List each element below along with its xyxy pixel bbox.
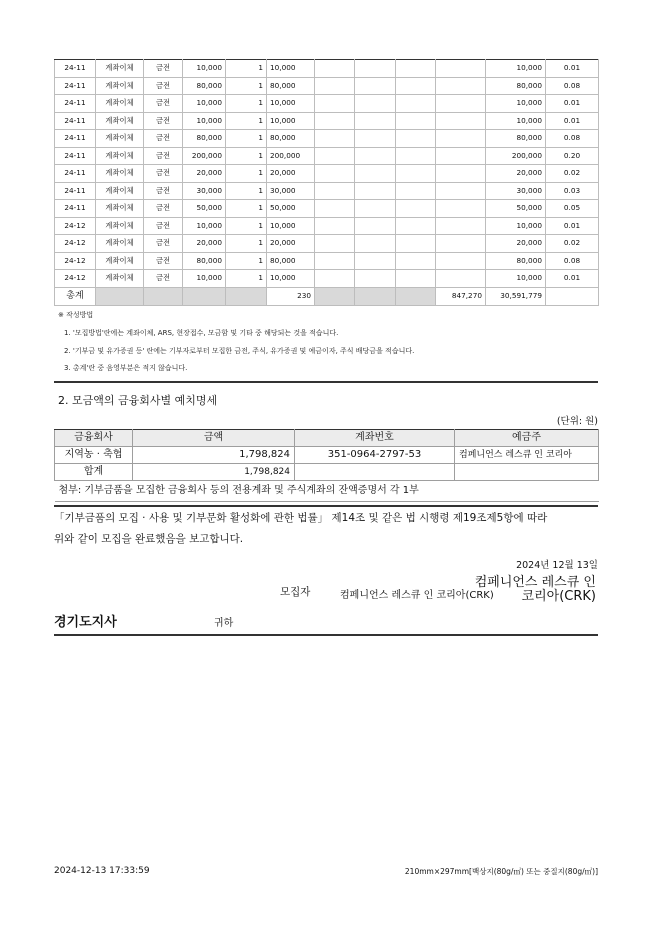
method-cell: 계좌이체 [96,217,144,235]
attachment-note: 첨부: 기부금품을 모집한 금융회사 등의 전용계좌 및 주식계좌의 잔액증명서 각 1부 [55,481,599,502]
table-row [55,217,599,235]
table-row [55,77,599,95]
seal-line: 컴페니언스 레스큐 인 [474,575,596,590]
total-cell: 10,000 [486,270,546,288]
amount-cell: 30,000 [183,182,226,200]
empty-cell [436,217,486,235]
empty-cell [396,235,436,253]
table-row [55,147,599,165]
subtotal-cell: 50,000 [267,200,315,218]
total-cell: 10,000 [486,112,546,130]
count-cell: 1 [226,130,267,148]
count-cell: 1 [226,270,267,288]
report-text-line2: 위와 같이 모집을 완료했음을 보고합니다. [54,533,244,545]
table-row [55,252,599,270]
empty-cell [315,95,355,113]
empty-cell [396,200,436,218]
note-item: 1. '모집방법'란에는 계좌이체, ARS, 현장접수, 모금함 및 기타 중 해당되는 것을 적습니다. [64,329,339,337]
type-cell: 금전 [144,200,183,218]
bank-name: 지역농 · 축협 [55,447,133,464]
method-cell: 계좌이체 [96,77,144,95]
empty-cell [315,112,355,130]
account-number: 351-0964-2797-53 [295,447,455,464]
empty-cell [396,130,436,148]
report-date: 2024년 12월 13일 [516,560,598,571]
subtotal-cell: 200,000 [267,147,315,165]
empty-cell [396,77,436,95]
month-cell: 24-11 [55,182,96,200]
total-row [55,287,599,305]
ratio-cell: 0.05 [546,200,599,218]
empty-cell [396,270,436,288]
empty-cell [355,235,396,253]
unit-label: (단위: 원) [556,416,598,427]
month-cell: 24-11 [55,112,96,130]
empty-cell [315,200,355,218]
count-cell: 1 [226,165,267,183]
collector-seal [463,576,596,604]
month-cell: 24-11 [55,130,96,148]
empty-cell [355,270,396,288]
empty-cell [436,235,486,253]
subtotal-cell: 80,000 [267,252,315,270]
section-title: 2. 모금액의 금융회사별 예치명세 [58,394,218,407]
amount-cell: 10,000 [183,217,226,235]
total-label: 합계 [55,464,133,481]
deposit-table [54,429,599,502]
ratio-cell: 0.08 [546,77,599,95]
divider [54,505,598,507]
empty-cell [355,165,396,183]
total-cell: 20,000 [486,165,546,183]
empty-cell [315,130,355,148]
table-row [55,165,599,183]
note-item: 2. '기부금 및 유가증권 등' 란에는 기부자로부터 모집한 금전, 주식, 유가증권 및 예금이자, 주식 배당금을 적습니다. [64,347,415,355]
empty-cell [396,147,436,165]
subtotal-cell: 80,000 [267,130,315,148]
collector-label: 모집자 [280,586,311,598]
empty-cell [396,217,436,235]
month-cell: 24-11 [55,60,96,78]
ratio-cell: 0.01 [546,95,599,113]
empty-cell [315,147,355,165]
total-cell: 10,000 [486,60,546,78]
method-cell: 계좌이체 [96,130,144,148]
empty-cell [436,130,486,148]
subtotal-cell: 80,000 [267,77,315,95]
honorific: 귀하 [214,618,234,629]
ratio-cell: 0.08 [546,252,599,270]
total-cell: 80,000 [486,252,546,270]
notes-title: ※ 작성방법 [58,311,94,319]
method-cell: 계좌이체 [96,95,144,113]
type-cell: 금전 [144,147,183,165]
empty-cell [355,182,396,200]
shaded-cell [144,287,183,305]
count-cell: 1 [226,112,267,130]
table-row [55,182,599,200]
empty-cell [355,60,396,78]
table-row [55,200,599,218]
empty-cell [355,217,396,235]
type-cell: 금전 [144,60,183,78]
ratio-cell: 0.01 [546,217,599,235]
account-holder: 컴페니언스 레스큐 인 코리아 [455,447,599,464]
empty-cell [315,252,355,270]
method-cell: 계좌이체 [96,252,144,270]
header-holder: 예금주 [455,430,599,447]
ratio-cell: 0.02 [546,165,599,183]
total-cell: 10,000 [486,95,546,113]
empty-cell [315,270,355,288]
total-cell: 20,000 [486,235,546,253]
total-cell: 200,000 [486,147,546,165]
month-cell: 24-12 [55,217,96,235]
ratio-cell: 0.01 [546,112,599,130]
divider [54,381,598,383]
empty-cell [355,200,396,218]
type-cell: 금전 [144,270,183,288]
method-cell: 계좌이체 [96,200,144,218]
count-cell: 1 [226,147,267,165]
ratio-cell: 0.08 [546,130,599,148]
amount-cell: 20,000 [183,235,226,253]
table-row [55,95,599,113]
count-cell: 1 [226,95,267,113]
count-cell: 1 [226,200,267,218]
header-amount: 금액 [133,430,295,447]
type-cell: 금전 [144,130,183,148]
amount-cell: 50,000 [183,200,226,218]
subtotal-cell: 10,000 [267,112,315,130]
shaded-cell [226,287,267,305]
method-cell: 계좌이체 [96,147,144,165]
type-cell: 금전 [144,252,183,270]
total-extra-cell: 847,270 [436,287,486,305]
total-amount: 1,798,824 [133,464,295,481]
type-cell: 금전 [144,182,183,200]
collector-name: 컴페니언스 레스큐 인 코리아(CRK) [340,590,494,601]
table-row [55,270,599,288]
method-cell: 계좌이체 [96,165,144,183]
count-cell: 1 [226,252,267,270]
empty-cell [355,77,396,95]
type-cell: 금전 [144,112,183,130]
method-cell: 계좌이체 [96,112,144,130]
shaded-cell [355,287,396,305]
month-cell: 24-12 [55,270,96,288]
empty-cell [315,77,355,95]
empty-cell [436,147,486,165]
footer-timestamp: 2024-12-13 17:33:59 [54,866,150,876]
month-cell: 24-11 [55,200,96,218]
table-row [55,130,599,148]
shaded-cell [315,287,355,305]
header-account: 계좌번호 [295,430,455,447]
empty-cell [436,182,486,200]
shaded-cell [183,287,226,305]
table-row [55,112,599,130]
month-cell: 24-12 [55,252,96,270]
month-cell: 24-11 [55,77,96,95]
empty-cell [396,60,436,78]
footer-paper-spec: 210mm×297mm[백상지(80g/㎡) 또는 중질지(80g/㎡)] [404,867,598,876]
subtotal-cell: 10,000 [267,270,315,288]
count-cell: 1 [226,60,267,78]
amount-cell: 80,000 [183,77,226,95]
count-cell: 1 [226,77,267,95]
empty-cell [436,60,486,78]
deposit-amount: 1,798,824 [133,447,295,464]
amount-cell: 80,000 [183,252,226,270]
empty-cell [355,112,396,130]
count-cell: 1 [226,235,267,253]
empty-cell [355,130,396,148]
amount-cell: 10,000 [183,270,226,288]
count-cell: 1 [226,182,267,200]
type-cell: 금전 [144,217,183,235]
subtotal-cell: 20,000 [267,165,315,183]
amount-cell: 10,000 [183,112,226,130]
ratio-cell: 0.20 [546,147,599,165]
divider [54,634,598,636]
ratio-cell: 0.01 [546,270,599,288]
total-cell: 50,000 [486,200,546,218]
empty-cell [546,287,599,305]
empty-cell [396,165,436,183]
empty-cell [436,252,486,270]
empty-cell [355,252,396,270]
type-cell: 금전 [144,235,183,253]
subtotal-cell: 10,000 [267,95,315,113]
table-row [55,235,599,253]
empty-cell [355,95,396,113]
month-cell: 24-11 [55,147,96,165]
amount-cell: 10,000 [183,95,226,113]
empty-cell [315,217,355,235]
amount-cell: 20,000 [183,165,226,183]
method-cell: 계좌이체 [96,60,144,78]
total-cell: 30,000 [486,182,546,200]
total-cell: 80,000 [486,130,546,148]
empty-cell [355,147,396,165]
total-cell: 10,000 [486,217,546,235]
total-cell: 80,000 [486,77,546,95]
empty-cell [315,235,355,253]
empty-cell [436,77,486,95]
total-count-cell: 230 [267,287,315,305]
month-cell: 24-11 [55,165,96,183]
count-cell: 1 [226,217,267,235]
type-cell: 금전 [144,77,183,95]
empty-cell [396,112,436,130]
header-bank: 금융회사 [55,430,133,447]
amount-cell: 200,000 [183,147,226,165]
month-cell: 24-12 [55,235,96,253]
seal-line: 코리아(CRK) [521,589,596,604]
amount-cell: 80,000 [183,130,226,148]
method-cell: 계좌이체 [96,182,144,200]
type-cell: 금전 [144,95,183,113]
amount-cell: 10,000 [183,60,226,78]
empty-cell [436,270,486,288]
note-item: 3. 총계'란 중 음영부분은 적지 않습니다. [64,364,188,372]
empty-cell [396,95,436,113]
empty-cell [436,165,486,183]
shaded-cell [96,287,144,305]
method-cell: 계좌이체 [96,270,144,288]
report-text-line1: 「기부금품의 모집 · 사용 및 기부문화 활성화에 관한 법률」 제14조 및 같은 법 시행령 제19조제5항에 따라 [54,512,548,524]
empty-cell [315,165,355,183]
subtotal-cell: 20,000 [267,235,315,253]
shaded-cell [396,287,436,305]
ratio-cell: 0.01 [546,60,599,78]
type-cell: 금전 [144,165,183,183]
subtotal-cell: 30,000 [267,182,315,200]
subtotal-cell: 10,000 [267,217,315,235]
ratio-cell: 0.03 [546,182,599,200]
table-row [55,60,599,78]
ratio-cell: 0.02 [546,235,599,253]
grand-total-cell: 30,591,779 [486,287,546,305]
empty-cell [436,95,486,113]
donation-table [54,59,599,306]
empty-cell [436,200,486,218]
method-cell: 계좌이체 [96,235,144,253]
month-cell: 24-11 [55,95,96,113]
empty-cell [396,252,436,270]
total-label-cell: 총계 [55,287,96,305]
subtotal-cell: 10,000 [267,60,315,78]
empty-cell [396,182,436,200]
recipient: 경기도지사 [54,615,117,630]
empty-cell [315,182,355,200]
empty-cell [315,60,355,78]
empty-cell [436,112,486,130]
